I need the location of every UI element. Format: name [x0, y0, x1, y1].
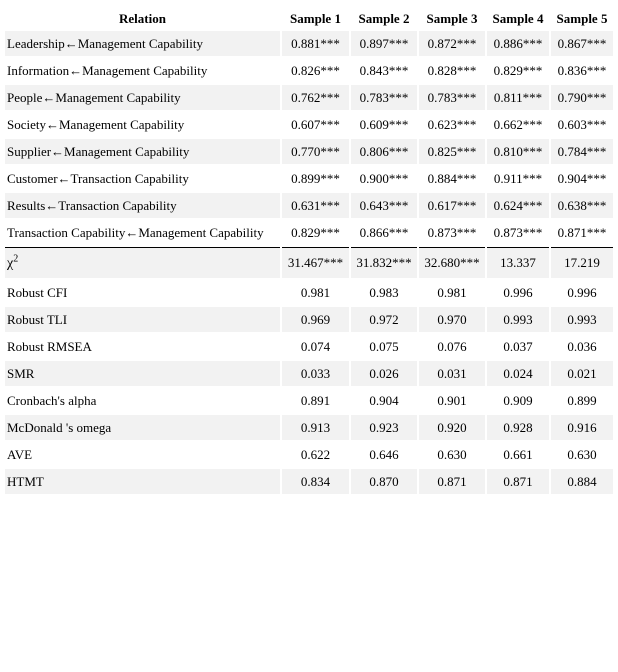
cell-value: 0.867***	[551, 31, 613, 56]
cell-value: 0.624***	[487, 193, 549, 218]
row-label: Robust CFI	[7, 284, 68, 300]
table-row	[5, 307, 613, 332]
cell-value: 0.074	[300, 338, 331, 354]
cell-value: 0.904	[369, 392, 399, 408]
cell-value: 0.866***	[359, 224, 409, 240]
cell-value: 0.881***	[282, 31, 349, 56]
table-row	[5, 166, 613, 191]
cell-value: 0.981	[300, 284, 331, 300]
cell-value: 0.638***	[551, 193, 613, 218]
row-label: Cronbach's alpha	[7, 392, 97, 408]
cell-value: 0.075	[369, 338, 399, 354]
row-label: AVE	[7, 446, 33, 462]
cell-value: 0.037	[503, 338, 533, 354]
row-label: Robust TLI	[5, 307, 280, 332]
row-label: SMR	[5, 361, 280, 386]
results-table	[3, 6, 615, 496]
cell-value: 13.337	[487, 247, 549, 278]
results-table-container	[5, 6, 613, 496]
cell-value: 0.643***	[351, 193, 417, 218]
row-label: Supplier←Management Capability	[5, 139, 280, 164]
cell-value: 0.031	[419, 361, 485, 386]
cell-value: 0.996	[567, 284, 597, 300]
cell-value: 0.873***	[427, 224, 477, 240]
cell-value: 0.662***	[493, 116, 543, 132]
cell-value: 0.829***	[291, 224, 340, 240]
cell-value: 0.630	[567, 446, 597, 462]
cell-value: 0.993	[487, 307, 549, 332]
header-sample-4: Sample 4	[487, 8, 549, 29]
cell-value: 0.897***	[351, 31, 417, 56]
cell-value: 0.928	[487, 415, 549, 440]
cell-value: 0.843***	[359, 62, 409, 78]
cell-value: 0.871***	[557, 224, 607, 240]
cell-value: 0.993	[551, 307, 613, 332]
table-row	[5, 85, 613, 110]
cell-value: 0.790***	[551, 85, 613, 110]
row-label: Customer←Transaction Capability	[7, 170, 189, 186]
cell-value: 0.828***	[427, 62, 477, 78]
table-row	[5, 442, 613, 467]
cell-value: 0.872***	[419, 31, 485, 56]
cell-value: 0.770***	[282, 139, 349, 164]
cell-value: 0.871	[419, 469, 485, 494]
cell-value: 0.631***	[282, 193, 349, 218]
cell-value: 0.972	[351, 307, 417, 332]
row-label: Transaction Capability←Management Capability	[7, 224, 264, 240]
cell-value: 0.996	[503, 284, 533, 300]
cell-value: 0.762***	[282, 85, 349, 110]
cell-value: 0.033	[282, 361, 349, 386]
cell-value: 0.899	[567, 392, 597, 408]
cell-value: 32.680***	[419, 247, 485, 278]
chi-square-label	[5, 247, 280, 278]
cell-value: 0.891	[300, 392, 331, 408]
cell-value: 0.783***	[351, 85, 417, 110]
cell-value: 0.603***	[557, 116, 607, 132]
cell-value: 31.832***	[351, 247, 417, 278]
cell-value: 0.909	[503, 392, 533, 408]
cell-value: 0.873***	[493, 224, 543, 240]
table-row	[5, 139, 613, 164]
cell-value: 0.076	[437, 338, 467, 354]
table-row	[5, 31, 613, 56]
cell-value: 0.826***	[291, 62, 340, 78]
table-row	[5, 334, 613, 359]
cell-value: 0.810***	[487, 139, 549, 164]
cell-value: 0.901	[437, 392, 467, 408]
cell-value: 0.825***	[419, 139, 485, 164]
header-row	[5, 8, 613, 29]
chi-superscript: 2	[13, 253, 19, 265]
cell-value: 0.911***	[493, 170, 543, 186]
cell-value: 0.969	[282, 307, 349, 332]
table-row	[5, 193, 613, 218]
cell-value: 0.646	[369, 446, 399, 462]
cell-value: 0.607***	[291, 116, 340, 132]
cell-value: 0.622	[300, 446, 331, 462]
cell-value: 0.923	[351, 415, 417, 440]
row-label: Information←Management Capability	[7, 62, 208, 78]
cell-value: 0.834	[282, 469, 349, 494]
cell-value: 0.920	[419, 415, 485, 440]
table-row	[5, 388, 613, 413]
cell-value: 0.784***	[551, 139, 613, 164]
chi-square-row	[5, 247, 613, 278]
cell-value: 0.916	[551, 415, 613, 440]
cell-value: 0.630	[437, 446, 467, 462]
cell-value: 0.661	[503, 446, 533, 462]
cell-value: 0.836***	[557, 62, 607, 78]
cell-value: 0.870	[351, 469, 417, 494]
header-sample-2: Sample 2	[351, 8, 417, 29]
table-row	[5, 415, 613, 440]
chi-symbol	[7, 253, 19, 272]
cell-value: 0.884	[551, 469, 613, 494]
cell-value: 0.026	[351, 361, 417, 386]
cell-value: 0.970	[419, 307, 485, 332]
cell-value: 0.886***	[487, 31, 549, 56]
row-label: People←Management Capability	[5, 85, 280, 110]
cell-value: 0.904***	[557, 170, 607, 186]
row-label: McDonald 's omega	[5, 415, 280, 440]
cell-value: 0.806***	[351, 139, 417, 164]
cell-value: 0.783***	[419, 85, 485, 110]
row-label: Robust RMSEA	[7, 338, 92, 354]
cell-value: 0.900***	[359, 170, 409, 186]
row-label: Leadership←Management Capability	[5, 31, 280, 56]
cell-value: 0.899***	[291, 170, 340, 186]
row-label: Society←Management Capability	[7, 116, 185, 132]
cell-value: 0.913	[282, 415, 349, 440]
cell-value: 17.219	[551, 247, 613, 278]
table-row	[5, 112, 613, 137]
cell-value: 0.981	[437, 284, 467, 300]
cell-value: 0.021	[551, 361, 613, 386]
table-header	[5, 8, 613, 29]
table-body	[5, 31, 613, 494]
header-sample-3: Sample 3	[419, 8, 485, 29]
cell-value: 0.884***	[427, 170, 477, 186]
cell-value: 0.024	[487, 361, 549, 386]
table-row	[5, 58, 613, 83]
table-row	[5, 220, 613, 245]
cell-value: 0.811***	[487, 85, 549, 110]
cell-value: 0.623***	[427, 116, 477, 132]
chi-letter: χ	[7, 256, 14, 272]
header-relation: Relation	[5, 8, 280, 29]
row-label: Results←Transaction Capability	[5, 193, 280, 218]
cell-value: 0.036	[567, 338, 597, 354]
header-sample-1: Sample 1	[282, 8, 349, 29]
row-label: HTMT	[5, 469, 280, 494]
cell-value: 0.829***	[493, 62, 543, 78]
table-row	[5, 280, 613, 305]
cell-value: 0.983	[369, 284, 399, 300]
header-sample-5: Sample 5	[551, 8, 613, 29]
table-row	[5, 361, 613, 386]
cell-value: 0.609***	[359, 116, 409, 132]
cell-value: 0.871	[487, 469, 549, 494]
table-row	[5, 469, 613, 494]
cell-value: 0.617***	[419, 193, 485, 218]
cell-value: 31.467***	[282, 247, 349, 278]
